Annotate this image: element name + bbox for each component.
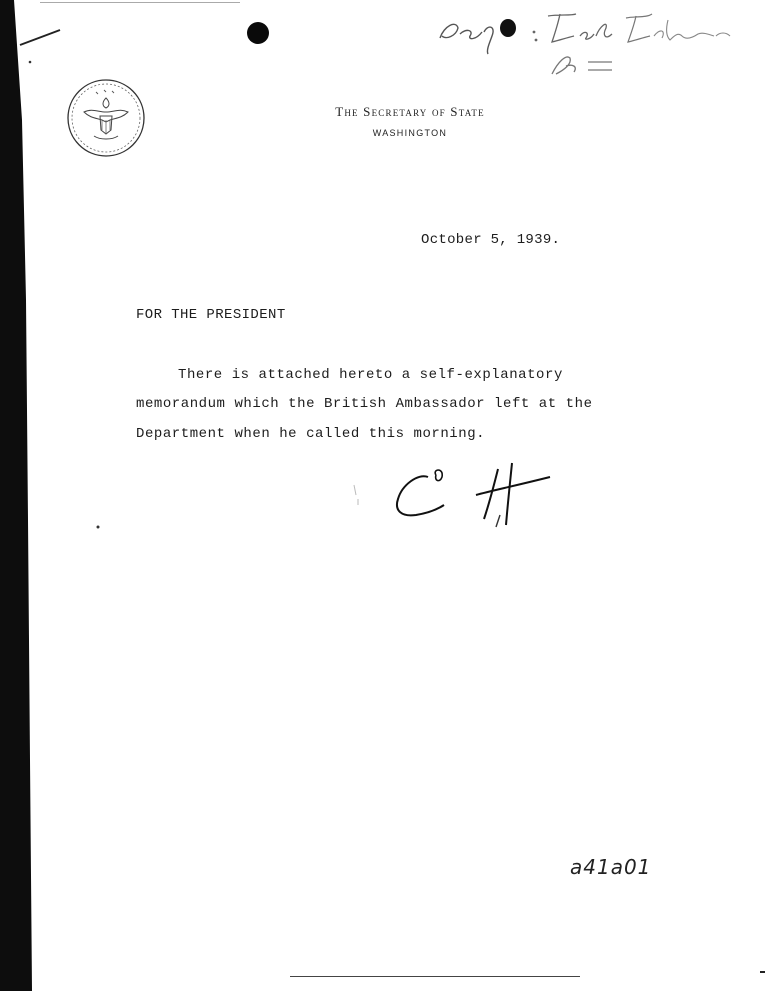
- letterhead-location: WASHINGTON: [372, 128, 448, 138]
- letter-body-line: Department when he called this morning.: [136, 426, 486, 442]
- top-scan-line: [40, 2, 240, 3]
- punch-hole-mark: [247, 22, 269, 44]
- file-number: a41a01: [570, 855, 652, 879]
- letter-date: October 5, 1939.: [421, 232, 561, 248]
- handwritten-notation: [430, 6, 740, 86]
- letterhead-title: The Secretary of State: [335, 104, 485, 119]
- letter-body-line: There is attached hereto a self-explanatory: [178, 367, 563, 383]
- svg-text:BF: BF: [430, 6, 432, 7]
- bottom-scan-line: [290, 976, 580, 977]
- great-seal-icon: [66, 78, 146, 158]
- signature-initials: [340, 455, 560, 545]
- letter-salutation: FOR THE PRESIDENT: [136, 307, 286, 323]
- letter-body-line: memorandum which the British Ambassador left at the: [136, 396, 593, 412]
- letterhead: [300, 104, 520, 138]
